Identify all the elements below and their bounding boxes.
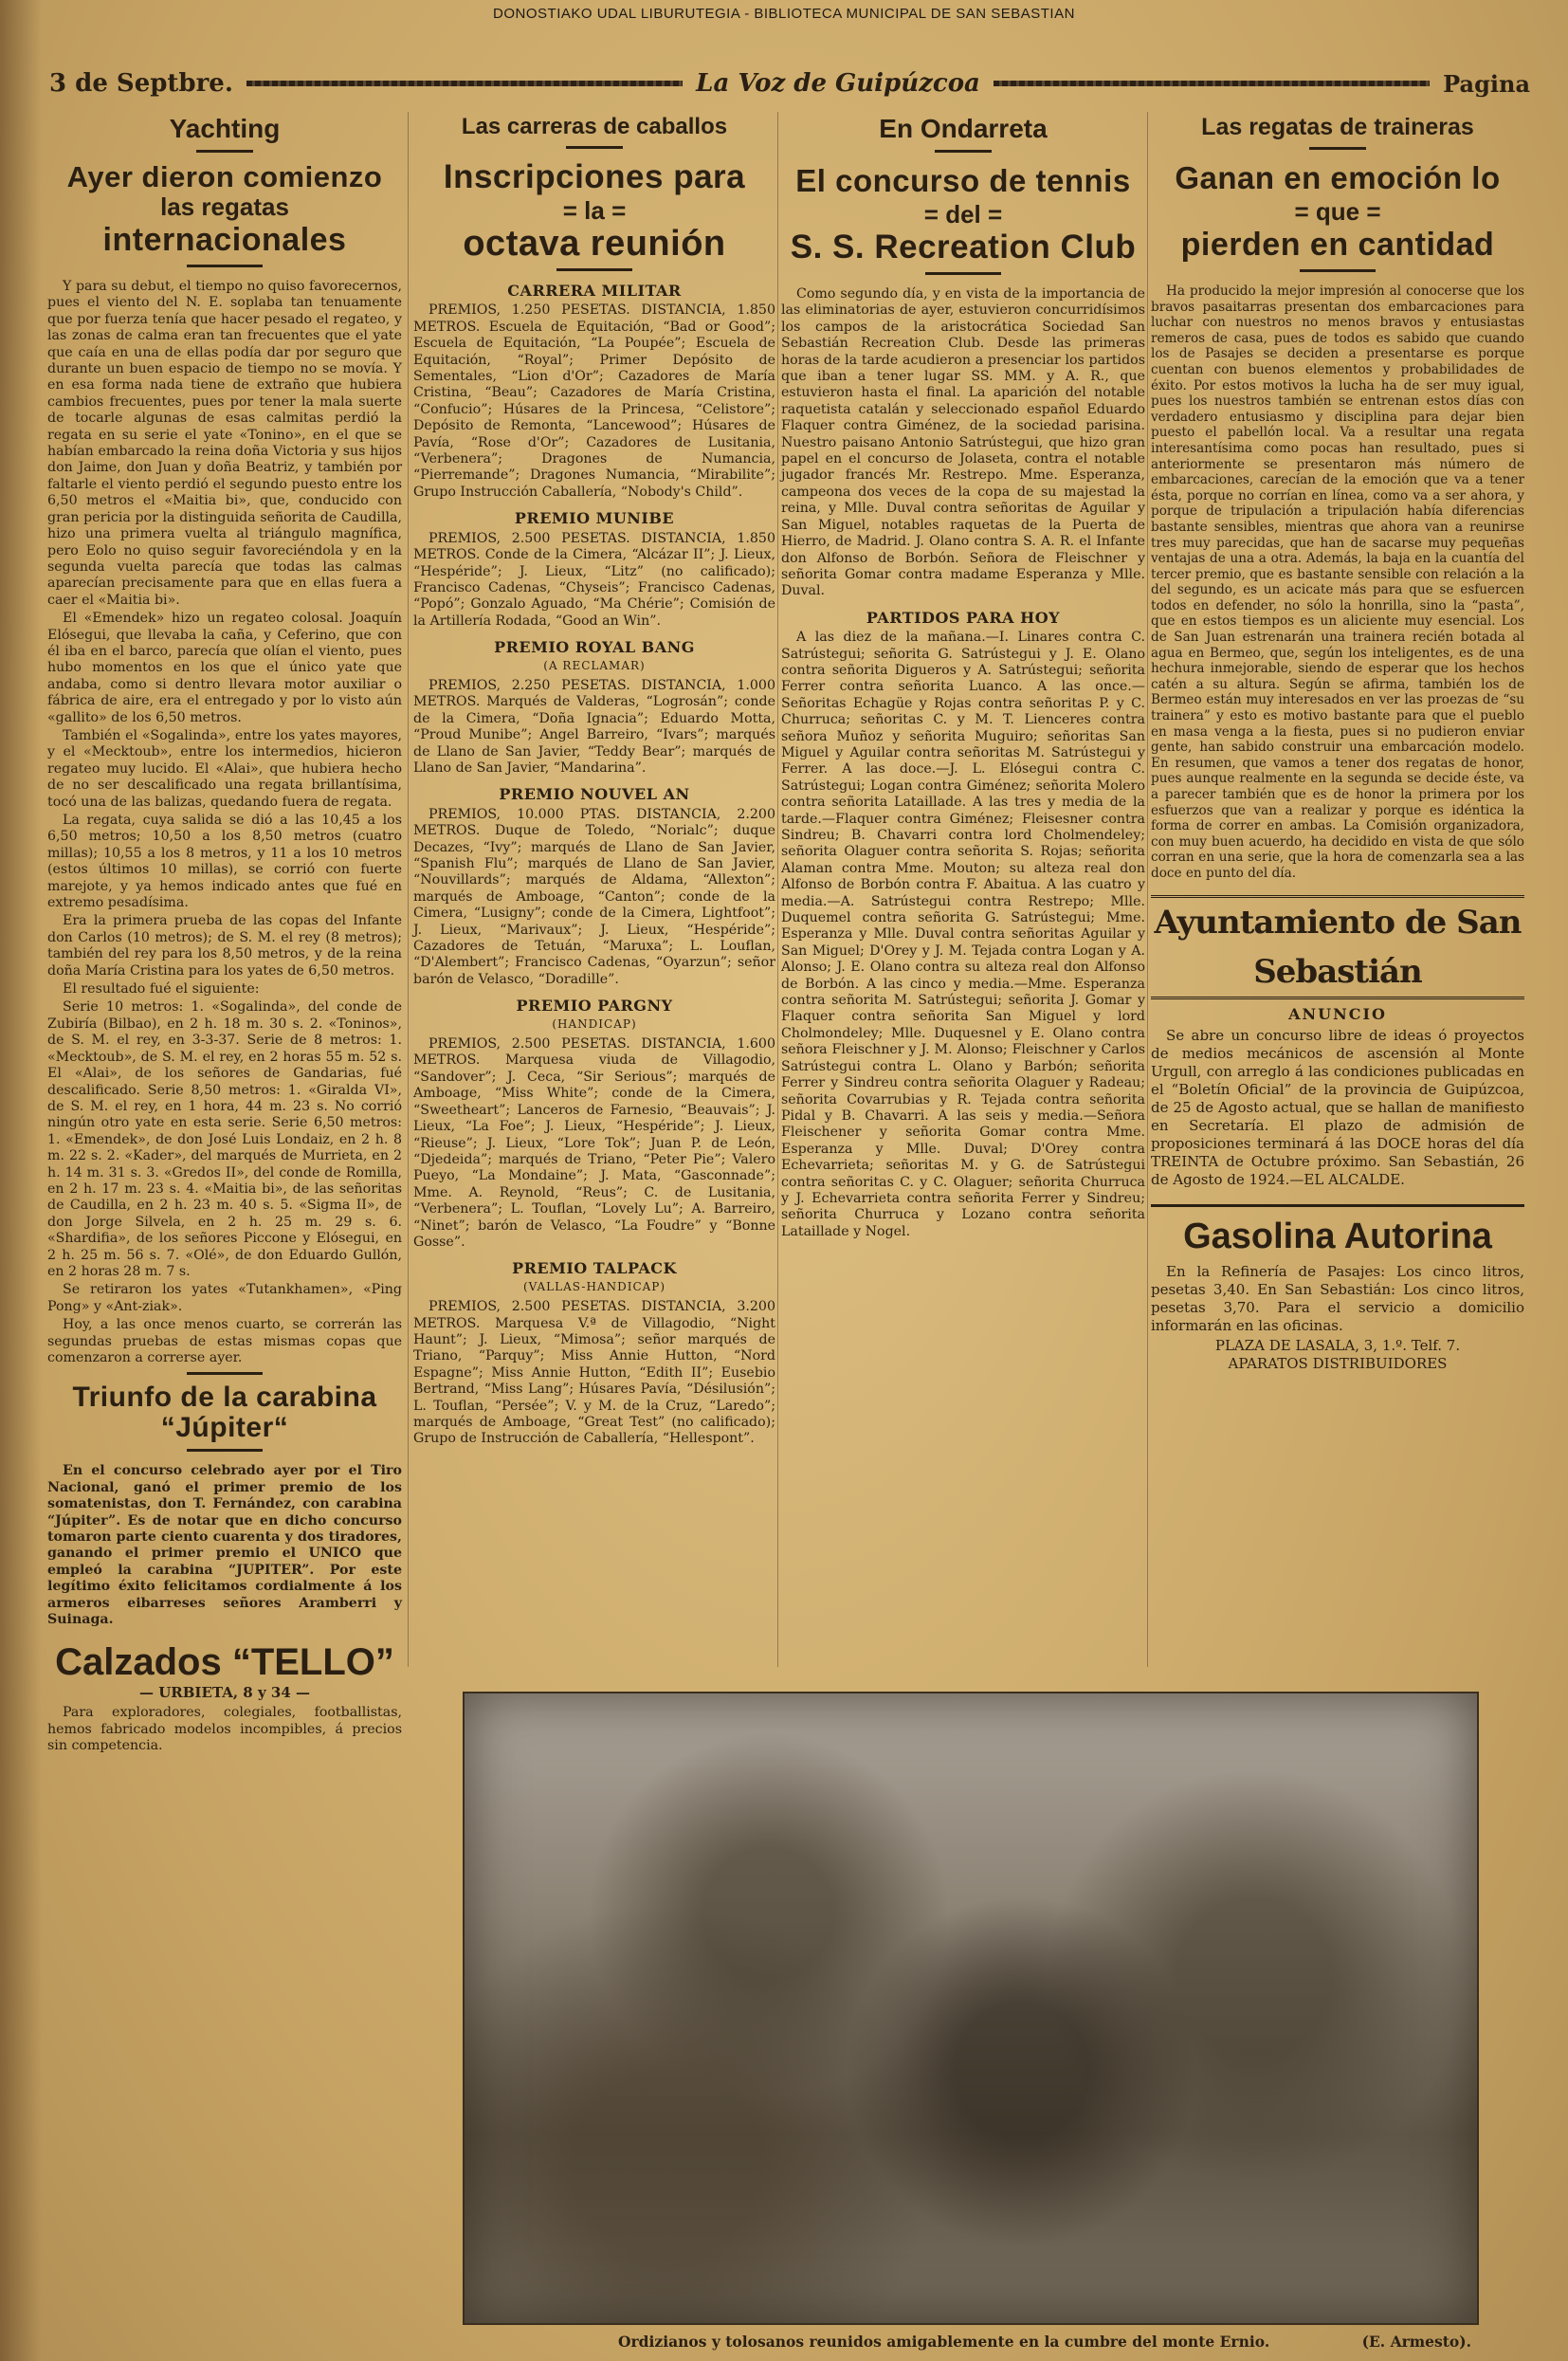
racing-entries — [413, 283, 775, 1448]
page-edge-shadow — [0, 0, 42, 2361]
race-title: PREMIO TALPACK — [512, 1259, 677, 1278]
calzados-ad-title: Calzados “TELLO” — [55, 1641, 394, 1684]
tennis-headline: El concurso de tennis — [795, 163, 1131, 198]
racing-headline-line2: = la = — [562, 196, 627, 225]
header-paper-name: La Voz de Guipúzcoa — [696, 69, 980, 98]
tennis-kicker: En Ondarreta — [879, 114, 1048, 143]
section-rule — [187, 1372, 263, 1375]
photo-caption-text: Ordizianos y tolosanos reunidos amigablemente en la cumbre del monte Ernio. — [618, 2333, 1270, 2351]
article-paragraph: En la Refinería de Pasajes: Los cinco litros, pesetas 3,40. En San Sebastián: Los cinco litros, pesetas 3,70. Para el servicio a domicilio informarán en las oficinas. — [1151, 1262, 1524, 1334]
article-paragraph: En el concurso celebrado ayer por el Tiro Nacional, ganó el primer premio de los somatenistas, don T. Fernández, con carabina “Júpiter”. Es de notar que en dicho concurso tomaron parte ciento cuarenta y dos tiradores, ganando el primer premio el UNICO que empleó la carabina “JUPITER”. Por este legítimo éxito felicitamos cordialmente á los armeros eibarreses señores Aramberri y Suinaga. — [47, 1463, 402, 1628]
kicker-rule — [935, 150, 992, 153]
archive-banner: DONOSTIAKO UDAL LIBURUTEGIA - BIBLIOTECA MUNICIPAL DE SAN SEBASTIAN — [493, 6, 1075, 22]
column-divider — [1147, 112, 1148, 1667]
race-subtitle: (HANDICAP) — [552, 1016, 637, 1031]
ayuntamiento-notice — [1151, 1027, 1524, 1189]
race-entries-text: PREMIOS, 2.500 PESETAS. DISTANCIA, 1.850 METROS. Conde de la Cimera, “Alcázar II”; J. Lieux, “Hespéride”; J. Lieux, “Litz” (no calificado); Francisco Cadenas, “Chyseis”; Francisco Cadenas, “Popó”; Gonzalo Aguado, “Ma Chérie”; Comisión de la Artillería Rodada, “Good an Win”. — [413, 530, 775, 629]
yachting-kicker: Yachting — [169, 114, 281, 143]
kicker-rule — [566, 146, 623, 149]
racing-kicker: Las carreras de caballos — [461, 114, 728, 139]
race-section — [413, 639, 775, 777]
gasolina-distributors: APARATOS DISTRIBUIDORES — [1228, 1354, 1448, 1372]
tennis-headline-line3: S. S. Recreation Club — [790, 229, 1137, 265]
column-yachting — [47, 106, 402, 1757]
match-schedule: A las diez de la mañana.—I. Linares contra C. Satrústegui; señorita G. Satrústegui y J. E. Olano contra señorita Digueros y A. Satrústegui; señorita Ferrer contra señorita Luanco. A las once.—Señoritas Echagüe y Rojas contra señoritas P. y C. Churruca; señoritas C. y M. T. Lienceres contra señora Muñoz y señorita Muguiro; señoritas San Miguel y Aguilar contra señoritas M. Satrústegui y Ferrer. A las doce.—J. L. Elósegui contra C. Satrústegui; Logan contra Giménez; señorita Molero contra señorita Lataillade. A las tres y media de la tarde.—Flaquer contra Giménez; Fleisesner contra Sindreu; B. Chavarri contra lord Cholmendeley; señorita Olaguer contra señorita S. Rojas; señorita Alaman contra Mme. Mouton; su alteza real don Alfonso de Borbón contra F. Abaitua. A las cuatro y media.—A. Satrústegui contra Restrepo; Mlle. Duquemel contra señorita G. Satrústegui; Mme. Esperanza y Mlle. Duval contra señoritas Aguilar y San Miguel; D'Orey y J. M. Tejada contra Logan y A. Alonso; J. E. Olano contra su alteza real don Alfonso de Borbón. A las cinco y media.—Mme. Esperanza contra señorita M. Satrústegui; señorita J. Gomar y Flaquer contra señorita San Miguel y lord Cholmondeley; Mlle. Duquesnel y E. Olano contra señora Fleischner y J. M. Alonso; Fleischner y Carlos Satrústegui contra L. Olano y Barbón; señorita Ferrer y Sindreu contra señorita Olaguer y Radeau; señorita Covarrubias y R. Tejada contra señorita Pidal y B. Chavarri. A las seis y media.—Señora Fleischener y señorita Gomar contra Mme. Esperanza y Mlle. Duval; D'Orey contra Echevarrieta; señoritas M. y G. de Satrústegui contra señoritas C. y C. Olaguer; señorita Churruca y J. Echevarrieta contra señorita Ferrer y Sindreu; señorita Churruca y Lozano contra señorita Lataillade y Nogel. — [781, 630, 1145, 1239]
race-subtitle: (A RECLAMAR) — [543, 658, 646, 672]
article-paragraph: Y para su debut, el tiempo no quiso favorecernos, pues el viento del N. E. soplaba tan tenuamente que por fuerza tenía que hacer pesado el regateo, y las zonas de calma eran tan frecuentes que el yate que caía en una de ellas podía dar por seguro que durante un buen espacio de tiempo no se movía. Y en esa forma nada tiene de extraño que hubiera cambios frecuentes, pues por tener la mala suerte de tocarle algunas de esas calmitas perdió la regata en su serie el yate «Tonino», en el que se habían embarcado la reina doña Victoria y sus hijos don Jaime, don Juan y doña Beatriz, y también por faltarle el viento perdió el segundo puesto entre los 6,50 metros el «Maitia bi», que, conducido con gran pericia por la distinguida señorita de Caudilla, hizo una primera vuelta al triángulo magnífica, pero Eolo no quiso seguir favoreciéndola y en la segunda vuelta parecía que todas las calmas aparecían precisamente para que en ellas fuera a caer el «Maitia bi». — [47, 279, 402, 608]
race-section — [413, 283, 775, 501]
headline-rule — [187, 1449, 263, 1452]
race-title: PREMIO PARGNY — [516, 997, 673, 1016]
article-paragraph: Se retiraron los yates «Tutankhamen», «Ping Pong» y «Ant-ziak». — [47, 1282, 402, 1314]
triunfo-headline: Triunfo de la carabina — [72, 1382, 377, 1414]
race-section — [413, 1260, 775, 1447]
race-title: PREMIO NOUVEL AN — [499, 785, 690, 804]
article-paragraph: Ha producido la mejor impresión al conocerse que los bravos pasaitarras presentan dos embarcaciones para luchar con nuestros no menos bravos y entusiastas remeros de casa, pues de todos es sabido que cuando los de Pasajes se deciden a presentarse es porque cuentan con buenos elementos y probabilidades de éxito. Por estos motivos la lucha ha de ser muy igual, pues los nuestros también se entrenan estos días con verdadero entusiasmo y disciplina para dejar bien puesto el pabellón local. Va a resultar una regata interesantísima como pocas han resultado, pues si anteriormente se presentaron más número de embarcaciones, carecían de la emoción que va a tener ésta, porque no corrían en línea, como va a ser ahora, y porque de tripulación a tripulación había diferencias bastante sensibles, mientras que ahora van a reunirse tres muy parecidas, que han de sacarse muy pequeñas ventajas de una a otra. Además, la baja en la cuantía del tercer premio, que es bastante sensible con relación a la del segundo, es un acicate más para que se esfuercen todos en defender, no sólo la honrilla, sino la “pasta”, que en estos tiempos es un aliciente muy esencial. Los de San Juan estrenarán una trainera recién botada al agua en Bermeo, que, según los inteligentes, es de una hechura inmejorable, siendo de esperar que los hechos catén a su altura. Según se afirma, también los de Bermeo están muy interesados en ver las proezas de “su trainera” y esto es motivo bastante para que el pueblo en masa venga a la fiesta, pues si no pudieron enviar gente, han sabido construir una embarcación modelo. En resumen, que vamos a tener dos regatas de honor, pues aunque realmente en la segunda se decide éste, va a parecer también que es de honor la primera por los esfuerzos que van a realizar y porque es idéntica la forma de correr en ambas. La Comisión organizadora, con muy buen acuerdo, ha decidido en vista de que sólo corran en una serie, que la hora de comenzarla sea a las doce en punto del día. — [1151, 284, 1524, 881]
kicker-rule — [196, 150, 253, 153]
race-section — [413, 510, 775, 630]
article-paragraph: La regata, cuya salida se dió a las 10,45 a los 6,50 metros; 10,50 a los 8,50 metros (cuatro millas); 10,55 a los 8 metros, y 11 a los 10 metros (estos últimos 10 millas), se corrió con fuerte marejote, y ya hemos indicado antes que fué en extremo pesadísima. — [47, 813, 402, 911]
racing-headline-line3: octava reunión — [463, 224, 726, 264]
triunfo-article — [47, 1463, 402, 1628]
race-section — [413, 997, 775, 1251]
race-title: PREMIO ROYAL BANG — [494, 638, 695, 657]
gasolina-ad-body — [1151, 1263, 1524, 1373]
column-tennis — [781, 106, 1145, 1242]
race-section — [413, 786, 775, 988]
partidos-title: PARTIDOS PARA HOY — [866, 608, 1061, 627]
column-divider — [408, 112, 409, 1667]
race-entries-text: PREMIOS, 1.250 PESETAS. DISTANCIA, 1.850 METROS. Escuela de Equitación, “Bad or Good”; Escuela de Equitación, “La Poupée”; Escuela de Equitación, “Royal”; Primer Depósito de Sementales, “Lion d'Or”; Cazadores de María Cristina, “Beau”; Cazadores de María Cristina, “Confucio”; Húsares de la Princesa, “Celistore”; Depósito de Remonta, “Lancewood”; Húsares de Pavía, “Rose d'Or”; Cazadores de Lusitania, “Verbenera”; Dragones de Numancia, “Pierremande”; Dragones Numancia, “Mirabilite”; Grupo Instrucción Caballería, “Nobody's Child”. — [413, 302, 775, 500]
race-entries-text: PREMIOS, 2.250 PESETAS. DISTANCIA, 1.000 METROS. Marqués de Valderas, “Logrosán”; conde de la Cimera, “Doña Ignacia”; Eduardo Motta, “Proud Munibe”; Angel Barreiro, “Ivars”; marqués de Llano de San Javier, “Teddy Bear”; marqués de Llano de San Javier, “Mandarina”. — [413, 677, 775, 776]
header-rule — [246, 81, 683, 86]
headline-rule — [925, 272, 1001, 275]
calzados-ad-address: — URBIETA, 8 y 34 — — [138, 1684, 310, 1702]
article-paragraph: El resultado fué el siguiente: — [63, 981, 260, 997]
header-page-label: Pagina — [1443, 69, 1531, 98]
article-paragraph: El «Emendek» hizo un regateo colosal. Joaquín Elósegui, que llevaba la caña, y Ceferino, que con él iba en el barco, parecía que olían el viento, pues hubo momentos en los que el único yate que andaba, como si dentro llevara motor auxiliar o fábrica de aire, era el entregado y por lo visto aún «gallito» de los 6,50 metros. — [47, 611, 402, 725]
header-date: 3 de Septbre. — [49, 69, 233, 98]
gasolina-address: PLAZA DE LASALA, 3, 1.º. Telf. 7. — [1214, 1336, 1461, 1354]
yachting-headline-line3: internacionales — [102, 222, 347, 258]
article-paragraph: Se abre un concurso libre de ideas ó proyectos de medios mecánicos de ascensión al Monte Urgull, con arreglo á las condiciones publicadas en el “Boletín Oficial” de la provincia de Guipúzcoa, de 25 de Agosto actual, que se hallan de manifiesto en Secretaría. El plazo de admisión de proposiciones terminará á las DOCE horas del día TREINTA de Octubre próximo. San Sebastián, 26 de Agosto de 1924.—EL ALCALDE. — [1151, 1026, 1524, 1188]
column-horse-racing — [413, 106, 775, 1450]
headline-rule — [556, 268, 632, 271]
anuncio-label: ANUNCIO — [1288, 1004, 1387, 1023]
traineras-article — [1151, 284, 1524, 882]
photo-credit: (E. Armesto). — [1361, 2333, 1471, 2351]
header-rule — [994, 81, 1430, 86]
photo-caption — [618, 2333, 1471, 2351]
article-paragraph: Para exploradores, colegiales, footballistas, hemos fabricado modelos incompibles, á precios sin competencia. — [47, 1705, 402, 1754]
race-subtitle: (VALLAS-HANDICAP) — [522, 1279, 666, 1293]
tennis-article — [781, 286, 1145, 1240]
article-paragraph: Hoy, a las once menos cuarto, se correrán las segundas pruebas de estas mismas copas que comenzaron a correrse ayer. — [47, 1317, 402, 1365]
race-title: CARRERA MILITAR — [507, 282, 682, 300]
traineras-headline-line3: pierden en cantidad — [1180, 227, 1495, 263]
traineras-kicker: Las regatas de traineras — [1201, 114, 1474, 140]
headline-rule — [1300, 269, 1376, 272]
traineras-headline: Ganan en emoción lo — [1175, 160, 1501, 195]
results-list: Serie 10 metros: 1. «Sogalinda», del conde de Zubiría (Bilbao), en 2 h. 18 m. 30 s. 2. «Toninos», de S. M. el rey, en 3-3-37. Serie de 8 metros: 1. «Mecktoub», de S. M. el rey, en 2 horas 55 m. 52 s. El «Alai», de los señores de Gandarias, fué descalificado. Serie 8,50 metros: 1. «Giralda VI», de S. M. el rey, en 1 hora, 44 m. 23 s. No corrió ningún otro yate en esta serie. Serie 6,50 metros: 1. «Emendek», de don José Luis Londaiz, en 2 h. 8 m. 22 s. 2. «Kader», del marqués de Murrieta, en 2 h. 14 m. 31 s. 3. «Gredos II», del conde de Romilla, en 2 h. 17 m. 23 s. 4. «Maitia bi», de las señoritas de Caudilla, en 2 h. 23 m. 40 s. 5. «Sigma II», de don Jorge Silvela, en 2 h. 25 m. 29 s. 6. «Shardifia», de los señores Piccone y Elósegui, en 2 h. 25 m. 56 s. 7. «Olé», de don Eduardo Gullón, en 2 horas 28 m. 7 s. — [47, 999, 402, 1279]
triunfo-headline-line2: “Júpiter“ — [160, 1412, 289, 1444]
column-divider — [777, 112, 778, 1667]
article-paragraph: Como segundo día, y en vista de la importancia de las eliminatorias de ayer, estuvieron concurridísimos los campos de la aristocrática Sociedad San Sebastián Recreation Club. Desde las primeras horas de la tarde acudieron a presenciar los partidos que iban a tener lugar SS. MM. y A. R., que estuvieron hasta el final. La aparición del notable raquetista catalán y seleccionado español Eduardo Flaquer contra Giménez, de la sociedad parisina. Nuestro paisano Antonio Satrústegui, que hizo gran papel en el concurso de Jolaseta, contra el notable jugador francés Mr. Restrepo. Mme. Esperanza, campeona dos veces de la copa de su majestad la reina, y Mlle. Duval contra señoritas de Aguilar y San Miguel, notables raquetas de la Puerta de Hierro, de Madrid. J. Olano contra S. A. R. el Infante don Alfonso de Borbón. Señora de Fleischner y señorita Gomar contra madame Esperanza y Mlle. Duval. — [781, 286, 1145, 599]
tennis-headline-line2: = del = — [923, 200, 1003, 229]
yachting-headline-line2: las regatas — [160, 192, 289, 221]
yachting-article — [47, 279, 402, 1366]
article-paragraph: También el «Sogalinda», entre los yates mayores, y el «Mecktoub», entre los intermedios, hicieron regateo muy lucido. El «Alai», que hubiera hecho de no ser descalificado una regata brillantísima, tocó una de las balizas, quedando fuera de regata. — [47, 727, 402, 810]
calzados-ad-body — [47, 1705, 402, 1754]
headline-rule — [187, 265, 263, 267]
traineras-headline-line2: = que = — [1294, 197, 1381, 226]
kicker-rule — [1309, 147, 1366, 150]
article-paragraph: Era la primera prueba de las copas del Infante don Carlos (10 metros); de S. M. el rey (8 metros); también del rey para los 8,50 metros, y de la reina doña María Cristina para los yates de 6,50 metros. — [47, 913, 402, 979]
column-traineras — [1151, 106, 1524, 1373]
race-title: PREMIO MUNIBE — [514, 509, 675, 528]
race-entries-text: PREMIOS, 10.000 PTAS. DISTANCIA, 2.200 METROS. Duque de Toledo, “Norialc”; duque Decazes, “Ivy”; marqués de Llano de San Javier, “Spanish Flu”; marqués de Llano de San Javier, “Nouvillards”; marqués de Aldama, “Allexton”; marqués de Amboage, “Canton”; conde de la Cimera, “Lusigny”; conde de la Cimera, Lightfoot”; J. Lieux, “Marivaux”; J. Lieux, “Hespéride”; Cazadores de Tetuán, “Maruxa”; L. Louflan, “D'Alembert”; Francisco Cadenas, “Oyarzun”; señor barón de Velasco, “Doradille”. — [413, 806, 775, 987]
gasolina-ad-title: Gasolina Autorina — [1151, 1204, 1524, 1257]
ayuntamiento-title: Ayuntamiento de San Sebastián — [1151, 895, 1524, 999]
race-entries-text: PREMIOS, 2.500 PESETAS. DISTANCIA, 1.600 METROS. Marquesa viuda de Villagodio, “Sandover”; J. Ceca, “Sir Serious”; marqués de Amboage, “Miss White”; conde de la Cimera, “Sweetheart”; Lanceros de Farnesio, “Beauvais”; J. Lieux, “La Foe”; J. Lieux, “Hespéride”; J. Lieux, “Rieuse”; J. Lieux, “Lore Tok”; Juan P. de León, “Djedeida”; marqués de Triano, “Peter Pie”; Valero Pueyo, “La Mondaine”; J. Mata, “Gasconnade”; Mme. A. Reynold, “Reus”; C. de Lusitania, “Verbenera”; L. Touflan, “Lovely Lu”; A. Barreiro, “Ninet”; barón de Velasco, “La Foudre” y “Bonne Gosse”. — [413, 1036, 775, 1250]
page-header — [49, 64, 1530, 102]
racing-headline: Inscripciones para — [443, 158, 746, 195]
yachting-headline: Ayer dieron comienzo — [66, 160, 383, 193]
race-entries-text: PREMIOS, 2.500 PESETAS. DISTANCIA, 3.200 METROS. Marquesa V.ª de Villagodio, “Night Haunt”; J. Lieux, “Mimosa”; señor marqués de Triano, “Parquy”; Miss Annie Hutton, “Nord Espagne”; Miss Annie Hutton, “Edith II”; Eusebio Bertrand, “Miss Lang”; Húsares Pavía, “Désilusión”; L. Touflan, “Persée”; V. y M. de la Cruz, “Laredo”; marqués de Amboage, “Great Test” (no calificado); Grupo de Instrucción de Caballería, “Hellespont”. — [413, 1299, 775, 1447]
group-photograph — [463, 1692, 1479, 2325]
